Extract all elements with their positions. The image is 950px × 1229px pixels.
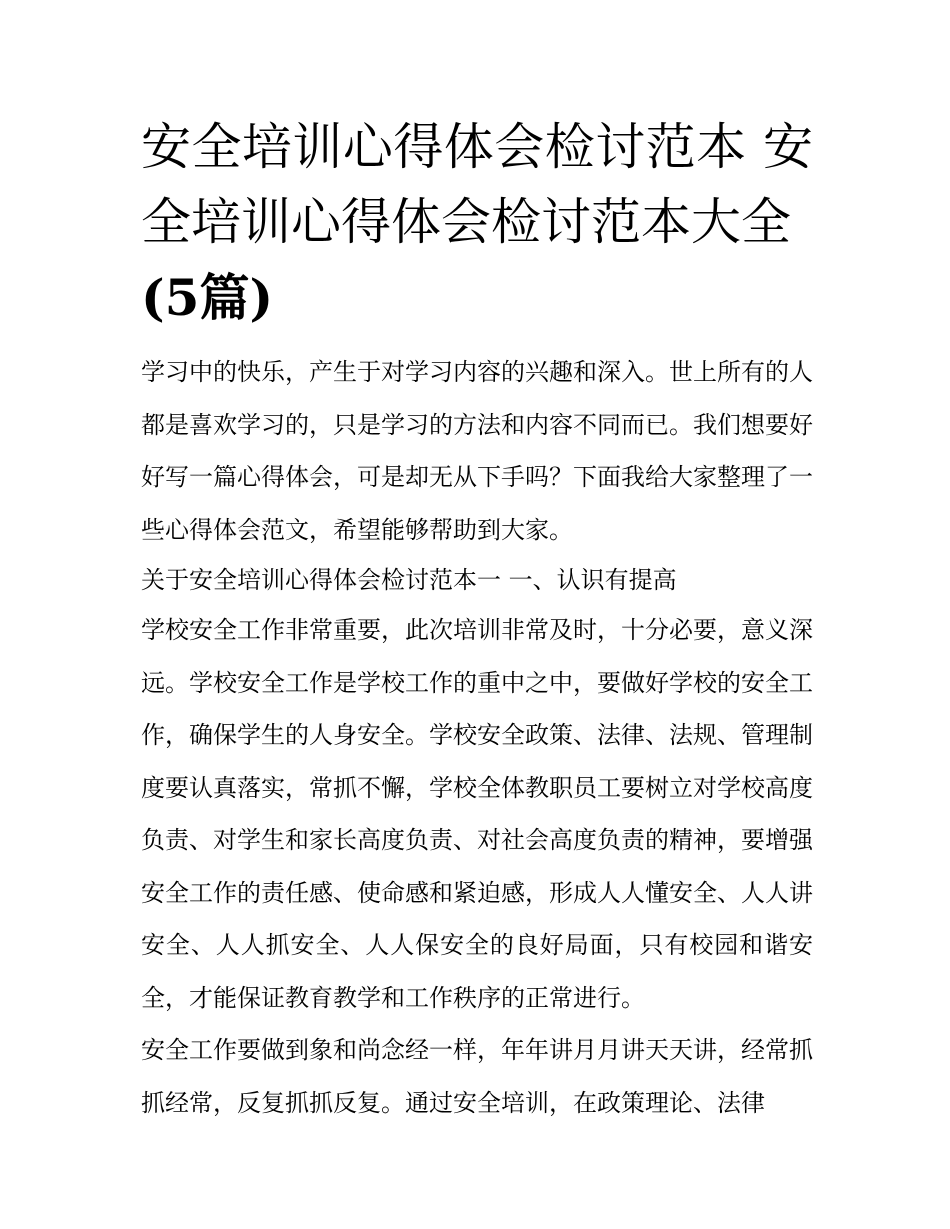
document-title-main: 安全培训心得体会检讨范本 安全培训心得体会检讨范本大全 [141,118,813,251]
intro-paragraph: 学习中的快乐，产生于对学习内容的兴趣和深入。世上所有的人都是喜欢学习的，只是学习的方法和内容不同而已。我们想要好好写一篇心得体会，可是却无从下手吗？下面我给大家整理了一些心得体会范文，希望能够帮助到大家。 [141,358,813,544]
document-title [141,110,813,336]
document-title-suffix: (5篇) [141,268,274,327]
document-body [141,346,813,1129]
body-paragraph: 安全工作要做到象和尚念经一样，年年讲月月讲天天讲，经常抓抓经常，反复抓抓反复。通过安全培训，在政策理论、法律 [141,1036,813,1117]
body-paragraph: 学校安全工作非常重要，此次培训非常及时，十分必要，意义深远。学校安全工作是学校工作的重中之中，要做好学校的安全工作，确保学生的人身安全。学校安全政策、法律、法规、管理制度要认真落实，常抓不懈，学校全体教职员工要树立对学校高度负责、对学生和家长高度负责、对社会高度负责的精神，要增强安全工作的责任感、使命感和紧迫感，形成人人懂安全、人人讲安全、人人抓安全、人人保安全的良好局面，只有校园和谐安全，才能保证教育教学和工作秩序的正常进行。 [141,616,813,1012]
document-page [141,110,813,1129]
section-heading: 关于安全培训心得体会检讨范本一 一、认识有提高 [141,566,677,594]
